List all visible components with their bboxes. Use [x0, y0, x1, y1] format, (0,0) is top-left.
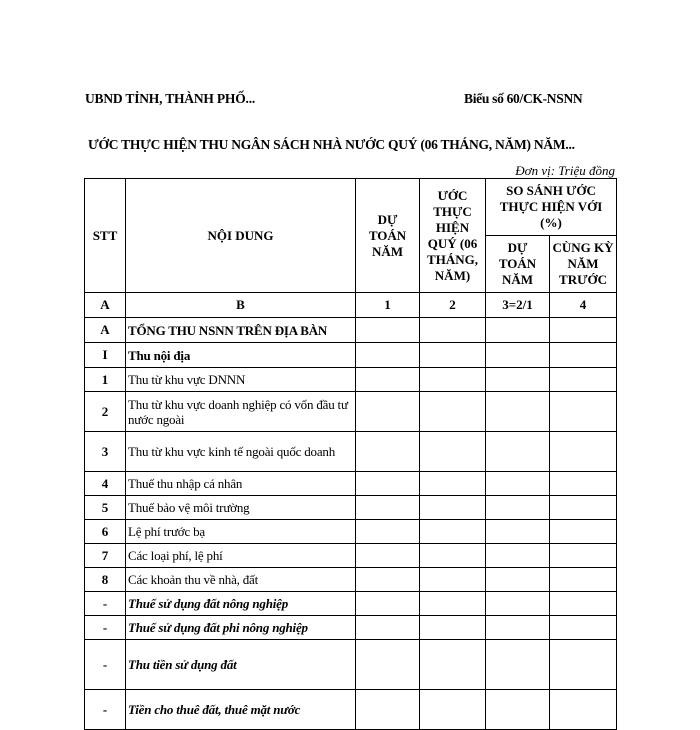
revenue-table: [84, 178, 617, 730]
row-stt: I: [85, 343, 126, 368]
index-cell: B: [126, 293, 356, 318]
header-content: NỘI DUNG: [126, 179, 356, 293]
form-number: Biểu số 60/CK-NSNN: [464, 91, 583, 106]
row-content: Các khoản thu về nhà, đất: [126, 568, 356, 592]
row-content: Thuế thu nhập cá nhân: [126, 472, 356, 496]
row-content: TỔNG THU NSNN TRÊN ĐỊA BÀN: [126, 318, 356, 343]
row-stt: 2: [85, 392, 126, 432]
table-row: [85, 392, 617, 432]
row-stt: -: [85, 690, 126, 730]
table-row: [85, 432, 617, 472]
row-stt: A: [85, 318, 126, 343]
table-row: [85, 616, 617, 640]
header-stt: STT: [85, 179, 126, 293]
report-title: ƯỚC THỰC HIỆN THU NGÂN SÁCH NHÀ NƯỚC QUÝ (06 THÁNG, NĂM) NĂM...: [88, 137, 575, 152]
row-content: Thu từ khu vực doanh nghiệp có vốn đầu tư nước ngoài: [126, 392, 356, 432]
unit-label: Đơn vị: Triệu đồng: [515, 163, 615, 178]
table-row: [85, 343, 617, 368]
table-row: [85, 592, 617, 616]
table-row: [85, 368, 617, 392]
index-cell: 2: [420, 293, 486, 318]
row-stt: 3: [85, 432, 126, 472]
header-actual: ƯỚC THỰC HIỆN QUÝ (06 THÁNG, NĂM): [420, 179, 486, 293]
org-name: UBND TỈNH, THÀNH PHỐ...: [85, 91, 256, 106]
table-row: [85, 318, 617, 343]
header-estimate: DỰ TOÁN NĂM: [356, 179, 420, 293]
row-stt: -: [85, 616, 126, 640]
row-content: Thuế sử dụng đất nông nghiệp: [126, 592, 356, 616]
row-stt: 7: [85, 544, 126, 568]
index-cell: 1: [356, 293, 420, 318]
row-content: Thu nội địa: [126, 343, 356, 368]
row-stt: 4: [85, 472, 126, 496]
header-compare-prev: CÙNG KỲ NĂM TRƯỚC: [550, 236, 617, 293]
table-row: [85, 568, 617, 592]
row-stt: -: [85, 640, 126, 690]
row-content: Thuế bảo vệ môi trường: [126, 496, 356, 520]
row-content: Thu từ khu vực DNNN: [126, 368, 356, 392]
row-content: Thuế sử dụng đất phi nông nghiệp: [126, 616, 356, 640]
row-stt: 1: [85, 368, 126, 392]
table-row: [85, 472, 617, 496]
table-row: [85, 690, 617, 730]
table-row: [85, 544, 617, 568]
table-row: [85, 520, 617, 544]
row-stt: -: [85, 592, 126, 616]
row-stt: 5: [85, 496, 126, 520]
row-content: Các loại phí, lệ phí: [126, 544, 356, 568]
row-content: Lệ phí trước bạ: [126, 520, 356, 544]
row-content: Thu tiền sử dụng đất: [126, 640, 356, 690]
row-content: Tiền cho thuê đất, thuê mặt nước: [126, 690, 356, 730]
row-stt: 8: [85, 568, 126, 592]
header-compare-estimate: DỰ TOÁN NĂM: [486, 236, 550, 293]
header-compare: SO SÁNH ƯỚC THỰC HIỆN VỚI (%): [486, 179, 617, 236]
index-cell: A: [85, 293, 126, 318]
table-row: [85, 496, 617, 520]
row-stt: 6: [85, 520, 126, 544]
index-cell: 3=2/1: [486, 293, 550, 318]
index-cell: 4: [550, 293, 617, 318]
row-content: Thu từ khu vực kinh tế ngoài quốc doanh: [126, 432, 356, 472]
table-row: [85, 640, 617, 690]
